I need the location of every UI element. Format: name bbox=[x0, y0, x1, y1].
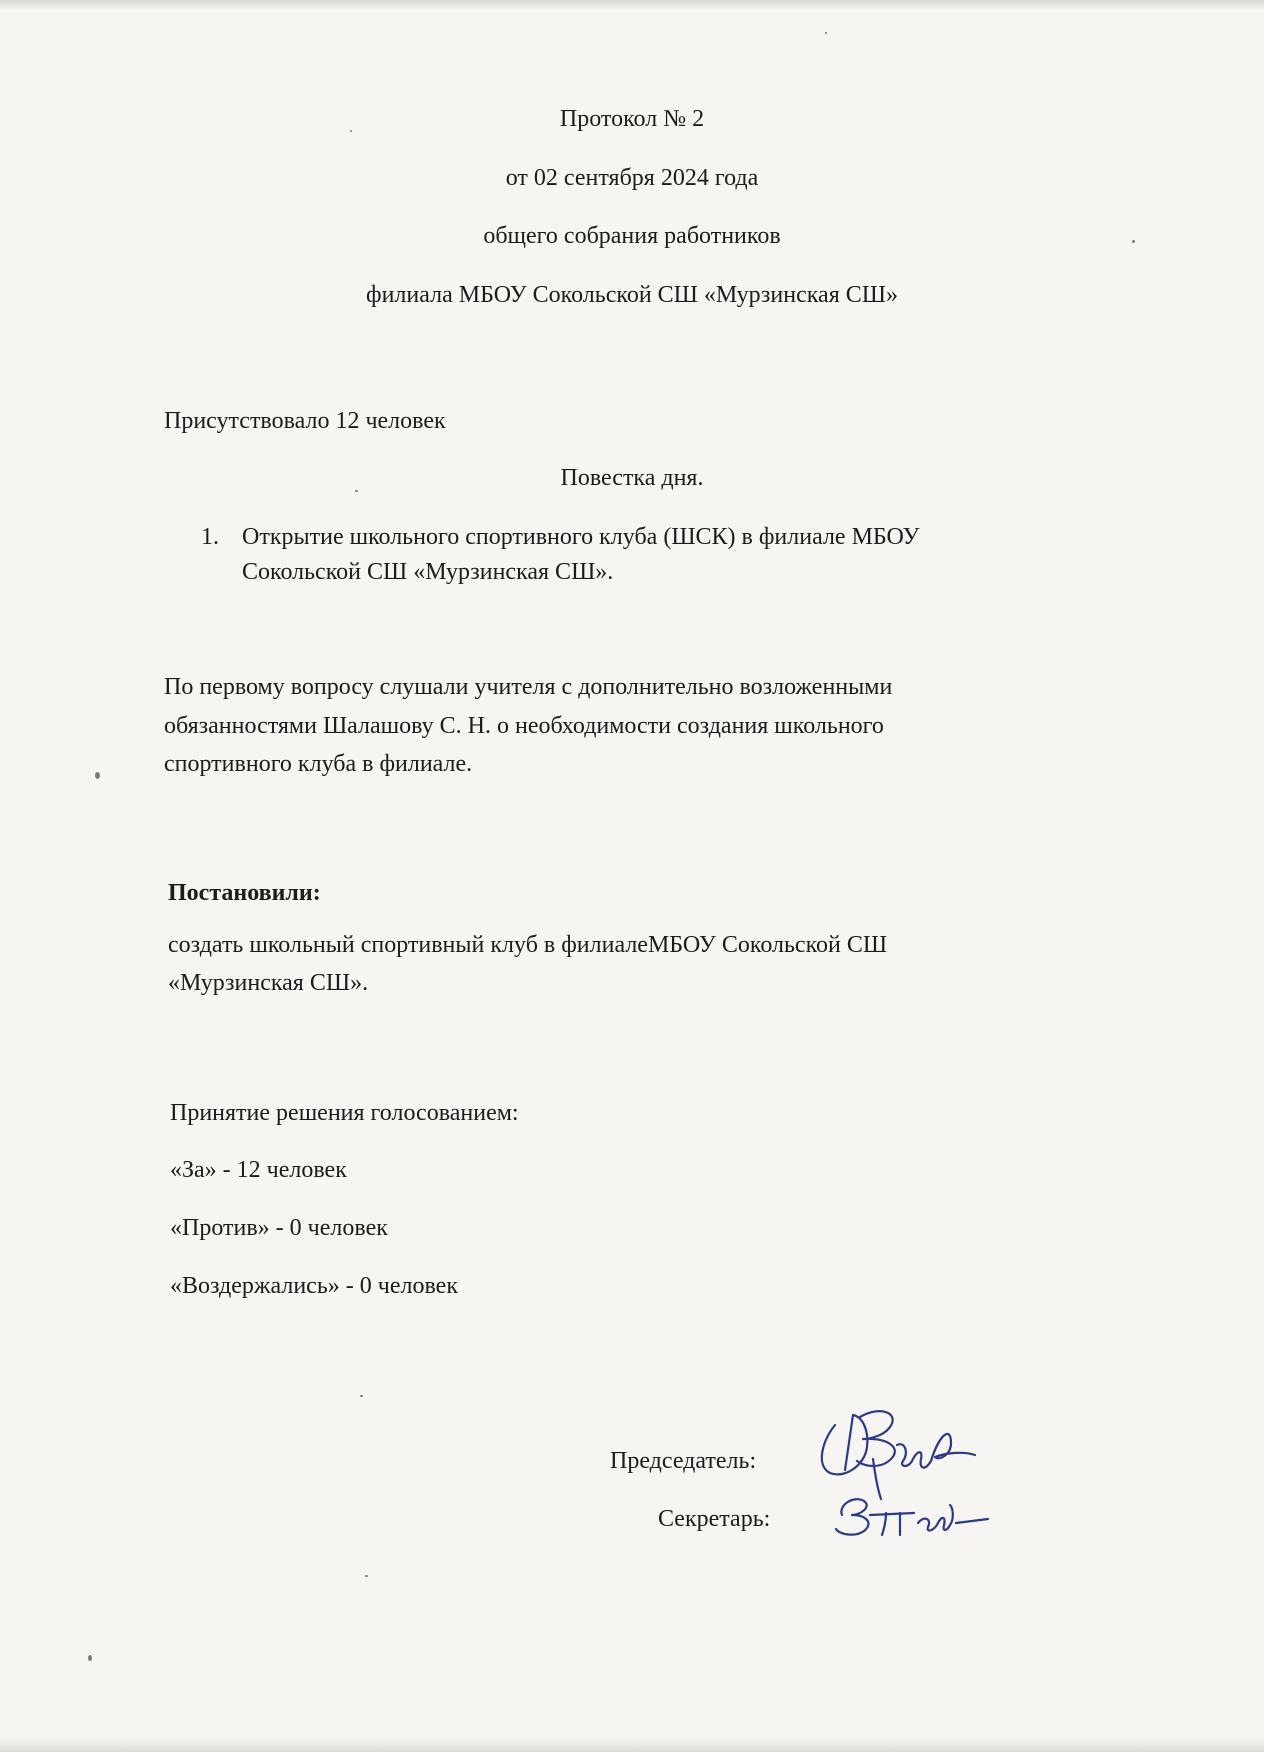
voting-heading: Принятие решения голосованием: bbox=[170, 1100, 519, 1126]
agenda-item-number: 1. bbox=[201, 524, 219, 550]
vote-abstained: «Воздержались» - 0 человек bbox=[170, 1273, 458, 1299]
attendance-line: Присутствовало 12 человек bbox=[164, 408, 446, 434]
agenda-item-line-1: Открытие школьного спортивного клуба (ШСК) в филиале МБОУ bbox=[242, 524, 920, 550]
protocol-title: Протокол № 2 bbox=[559, 106, 705, 132]
scan-edge-top bbox=[0, 0, 1264, 10]
organization-name: филиала МБОУ Сокольской СШ «Мурзинская СШ» bbox=[366, 282, 898, 308]
scan-speck bbox=[355, 490, 358, 492]
vote-against: «Против» - 0 человек bbox=[170, 1215, 388, 1241]
decision-line-1: создать школьный спортивный клуб в филиалеМБОУ Сокольской СШ bbox=[168, 932, 888, 958]
scan-speck bbox=[825, 32, 827, 34]
decision-line-2: «Мурзинская СШ». bbox=[168, 970, 369, 996]
chairman-label: Председатель: bbox=[610, 1448, 757, 1474]
agenda-heading: Повестка дня. bbox=[560, 465, 704, 491]
scan-speck bbox=[365, 1575, 368, 1577]
hearing-line-2: обязанностями Шалашову С. Н. о необходимости создания школьного bbox=[164, 713, 884, 739]
hearing-line-3: спортивного клуба в филиале. bbox=[164, 751, 473, 777]
hearing-line-1: По первому вопросу слушали учителя с дополнительно возложенными bbox=[164, 674, 893, 700]
secretary-label: Секретарь: bbox=[658, 1506, 771, 1532]
vote-for: «За» - 12 человек bbox=[170, 1157, 347, 1183]
scan-speck bbox=[95, 772, 100, 779]
protocol-subtitle: общего собрания работников bbox=[483, 223, 781, 249]
protocol-date: от 02 сентября 2024 года bbox=[505, 165, 759, 191]
agenda-item-line-2: Сокольской СШ «Мурзинская СШ». bbox=[242, 559, 614, 585]
scan-speck bbox=[1132, 240, 1135, 243]
secretary-signature bbox=[830, 1485, 1000, 1545]
scan-speck bbox=[88, 1655, 92, 1661]
scan-speck bbox=[360, 1395, 363, 1397]
decision-heading: Постановили: bbox=[168, 880, 321, 906]
scan-edge-bottom bbox=[0, 1738, 1264, 1752]
scan-speck bbox=[350, 130, 352, 132]
